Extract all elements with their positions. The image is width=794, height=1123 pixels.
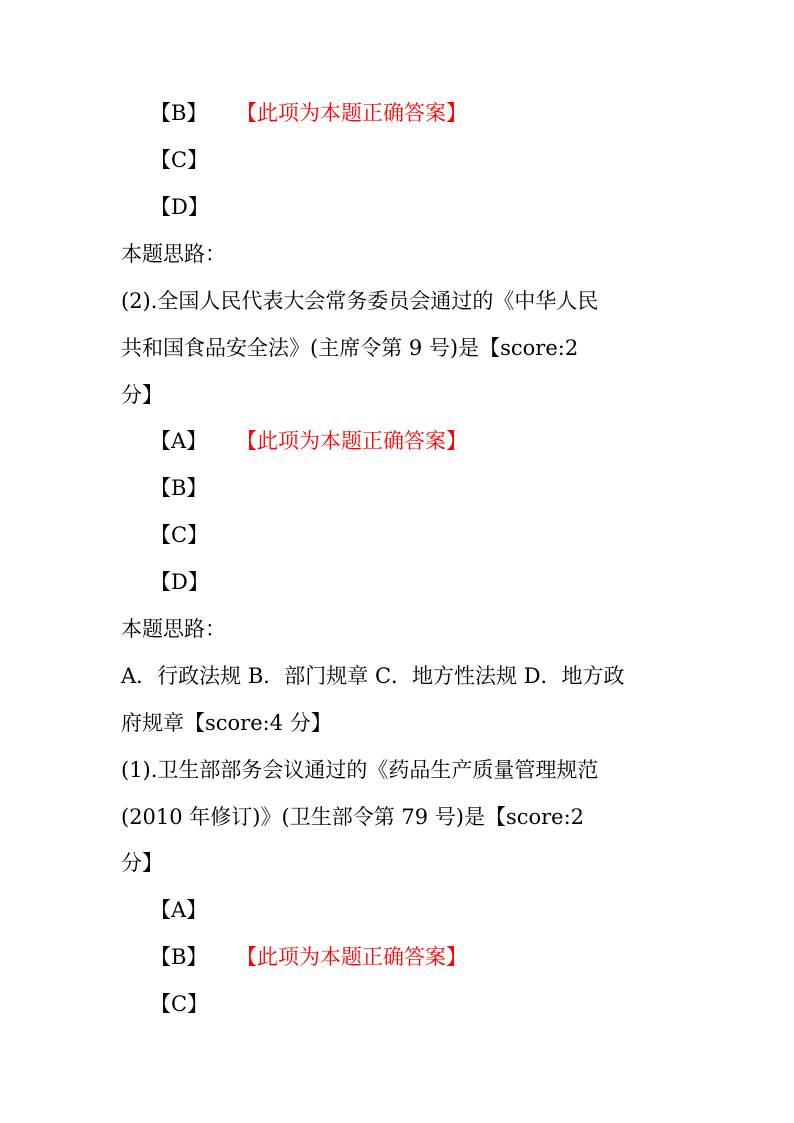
option-label: 【B】 bbox=[150, 476, 208, 500]
explanation-heading: 本题思路： bbox=[121, 242, 226, 266]
option-b-line bbox=[150, 942, 467, 972]
option-label: 【C】 bbox=[150, 992, 209, 1016]
explanation-heading: 本题思路： bbox=[121, 617, 226, 641]
option-b-line bbox=[150, 98, 467, 128]
option-label: 【C】 bbox=[150, 148, 209, 172]
question-text: (2010 年修订)》(卫生部令第 79 号)是【score:2 bbox=[121, 805, 585, 829]
choices-text: A．行政法规 B．部门规章 C．地方性法规 D．地方政 bbox=[121, 664, 625, 688]
correct-answer-mark: 【此项为本题正确答案】 bbox=[236, 945, 467, 969]
question-text: (1).卫生部部务会议通过的《药品生产质量管理规范 bbox=[121, 758, 599, 782]
option-label: 【B】 bbox=[150, 101, 208, 125]
choices-text: 府规章【score:4 分】 bbox=[121, 711, 332, 735]
option-label: 【B】 bbox=[150, 945, 208, 969]
option-label: 【D】 bbox=[150, 570, 209, 594]
option-a-line bbox=[150, 426, 467, 456]
question-text: 分】 bbox=[121, 851, 163, 875]
option-c-line bbox=[150, 989, 208, 1019]
option-d-line bbox=[150, 567, 209, 597]
question-text: 分】 bbox=[121, 383, 163, 407]
option-b-line bbox=[150, 473, 207, 503]
option-d-line bbox=[150, 192, 209, 222]
question-text: 共和国食品安全法》(主席令第 9 号)是【score:2 bbox=[121, 336, 579, 360]
correct-answer-mark: 【此项为本题正确答案】 bbox=[236, 429, 467, 453]
option-a-line bbox=[150, 895, 207, 925]
option-c-line bbox=[150, 145, 208, 175]
option-label: 【A】 bbox=[150, 429, 208, 453]
option-label: 【D】 bbox=[150, 195, 209, 219]
option-c-line bbox=[150, 520, 208, 550]
option-label: 【C】 bbox=[150, 523, 209, 547]
question-text: (2).全国人民代表大会常务委员会通过的《中华人民 bbox=[121, 289, 599, 313]
option-label: 【A】 bbox=[150, 898, 208, 922]
correct-answer-mark: 【此项为本题正确答案】 bbox=[236, 101, 467, 125]
